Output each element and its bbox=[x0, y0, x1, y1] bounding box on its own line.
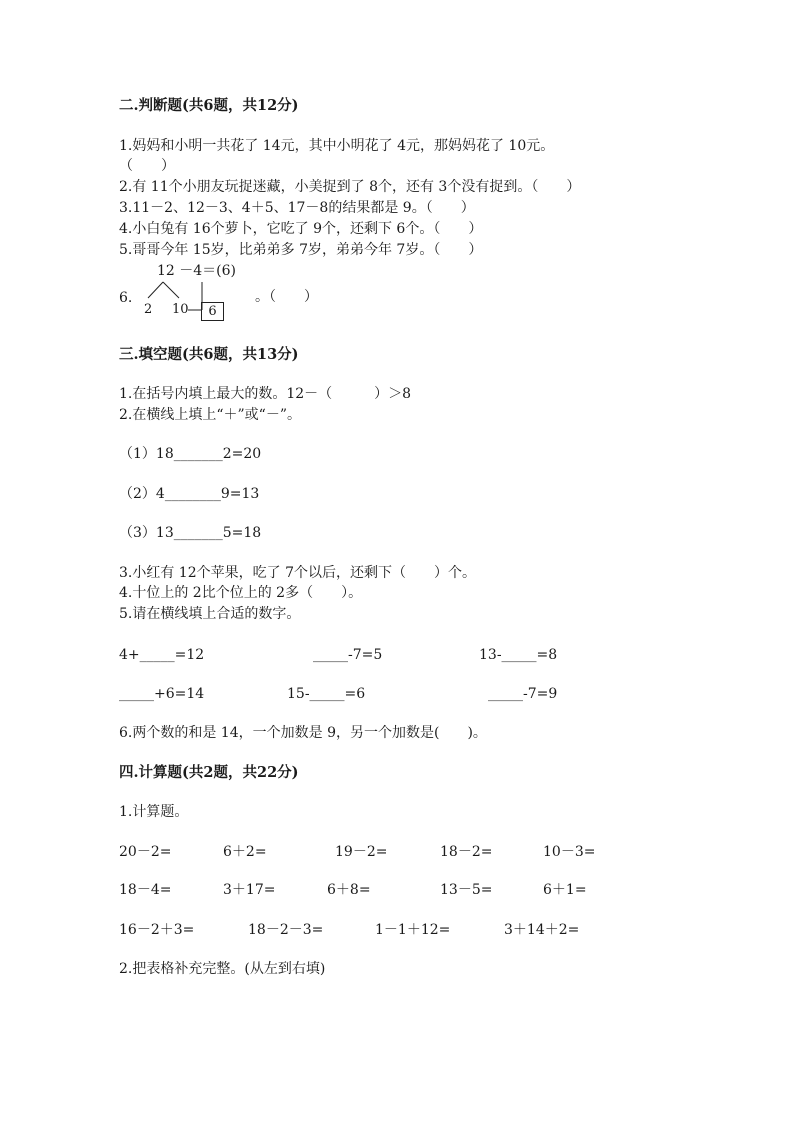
calc-item: 18－2= bbox=[440, 844, 493, 860]
calc-item: 20－2= bbox=[119, 844, 172, 860]
calc-item: 18－4= bbox=[119, 882, 172, 898]
calc-item: 18－2－3= bbox=[248, 922, 324, 938]
s2-question-1: 1.妈妈和小明一共花了 14元，其中小明花了 4元，那妈妈花了 10元。 bbox=[119, 138, 555, 154]
calc-item: 6＋8= bbox=[327, 882, 371, 898]
calc-item: 1－1＋12= bbox=[375, 922, 451, 938]
s3-question-2: 2.在横线上填上“＋”或“－”。 bbox=[119, 407, 301, 423]
fill-blank: _____-7=9 bbox=[488, 686, 558, 702]
s3-question-4: 4.十位上的 2比个位上的 2多（ ）。 bbox=[119, 585, 363, 601]
s2-q6-number: 6. bbox=[119, 290, 133, 306]
fill-blank: 15-_____=6 bbox=[287, 686, 366, 702]
s2-q6-answer-box: 6 bbox=[201, 302, 224, 321]
s2-q6-paren: 。（ ） bbox=[255, 289, 318, 305]
s2-q6-equation: 12 －4＝(6) bbox=[157, 263, 237, 279]
s2-question-3: 3.11－2、12－3、4＋5、17－8的结果都是 9。（ ） bbox=[119, 200, 475, 216]
calc-item: 6＋2= bbox=[223, 844, 267, 860]
calc-item: 6＋1= bbox=[543, 882, 587, 898]
calc-item: 10－3= bbox=[543, 844, 596, 860]
s2-q6-two: 2 bbox=[144, 302, 153, 317]
fill-blank: 13-_____=8 bbox=[479, 647, 558, 663]
s3-question-2-3: （3）13_______5=18 bbox=[119, 525, 262, 541]
calc-item: 16－2＋3= bbox=[119, 922, 195, 938]
s3-question-2-2: （2）4________9=13 bbox=[119, 486, 260, 502]
s2-q6-ten: 10 bbox=[172, 302, 189, 317]
fill-blank: _____-7=5 bbox=[313, 647, 383, 663]
s3-question-1: 1.在括号内填上最大的数。12－（ ）＞8 bbox=[119, 386, 412, 402]
s3-question-6: 6.两个数的和是 14，一个加数是 9，另一个加数是( )。 bbox=[119, 725, 487, 741]
s2-question-1-paren: （ ） bbox=[119, 158, 175, 174]
s3-question-3: 3.小红有 12个苹果，吃了 7个以后，还剩下（ ）个。 bbox=[119, 565, 476, 581]
s4-question-1: 1.计算题。 bbox=[119, 804, 189, 820]
s2-question-4: 4.小白兔有 16个萝卜，它吃了 9个，还剩下 6个。（ ） bbox=[119, 221, 483, 237]
s3-question-5: 5.请在横线填上合适的数字。 bbox=[119, 606, 301, 622]
section-4-title: 四.计算题(共2题，共22分) bbox=[119, 764, 299, 781]
calc-item: 13－5= bbox=[440, 882, 493, 898]
calc-item: 19－2= bbox=[335, 844, 388, 860]
s2-question-5: 5.哥哥今年 15岁，比弟弟多 7岁，弟弟今年 7岁。（ ） bbox=[119, 242, 483, 258]
fill-blank: _____+6=14 bbox=[119, 686, 205, 702]
fill-blank: 4+_____=12 bbox=[119, 647, 205, 663]
s3-question-2-1: （1）18_______2=20 bbox=[119, 446, 262, 462]
s4-question-2: 2.把表格补充完整。(从左到右填) bbox=[119, 961, 326, 977]
section-2-title: 二.判断题(共6题，共12分) bbox=[119, 97, 299, 114]
calc-item: 3＋17= bbox=[223, 882, 276, 898]
s2-question-2: 2.有 11个小朋友玩捉迷藏，小美捉到了 8个，还有 3个没有捉到。（ ） bbox=[119, 179, 581, 195]
section-3-title: 三.填空题(共6题，共13分) bbox=[119, 346, 299, 363]
calc-item: 3＋14＋2= bbox=[504, 922, 580, 938]
